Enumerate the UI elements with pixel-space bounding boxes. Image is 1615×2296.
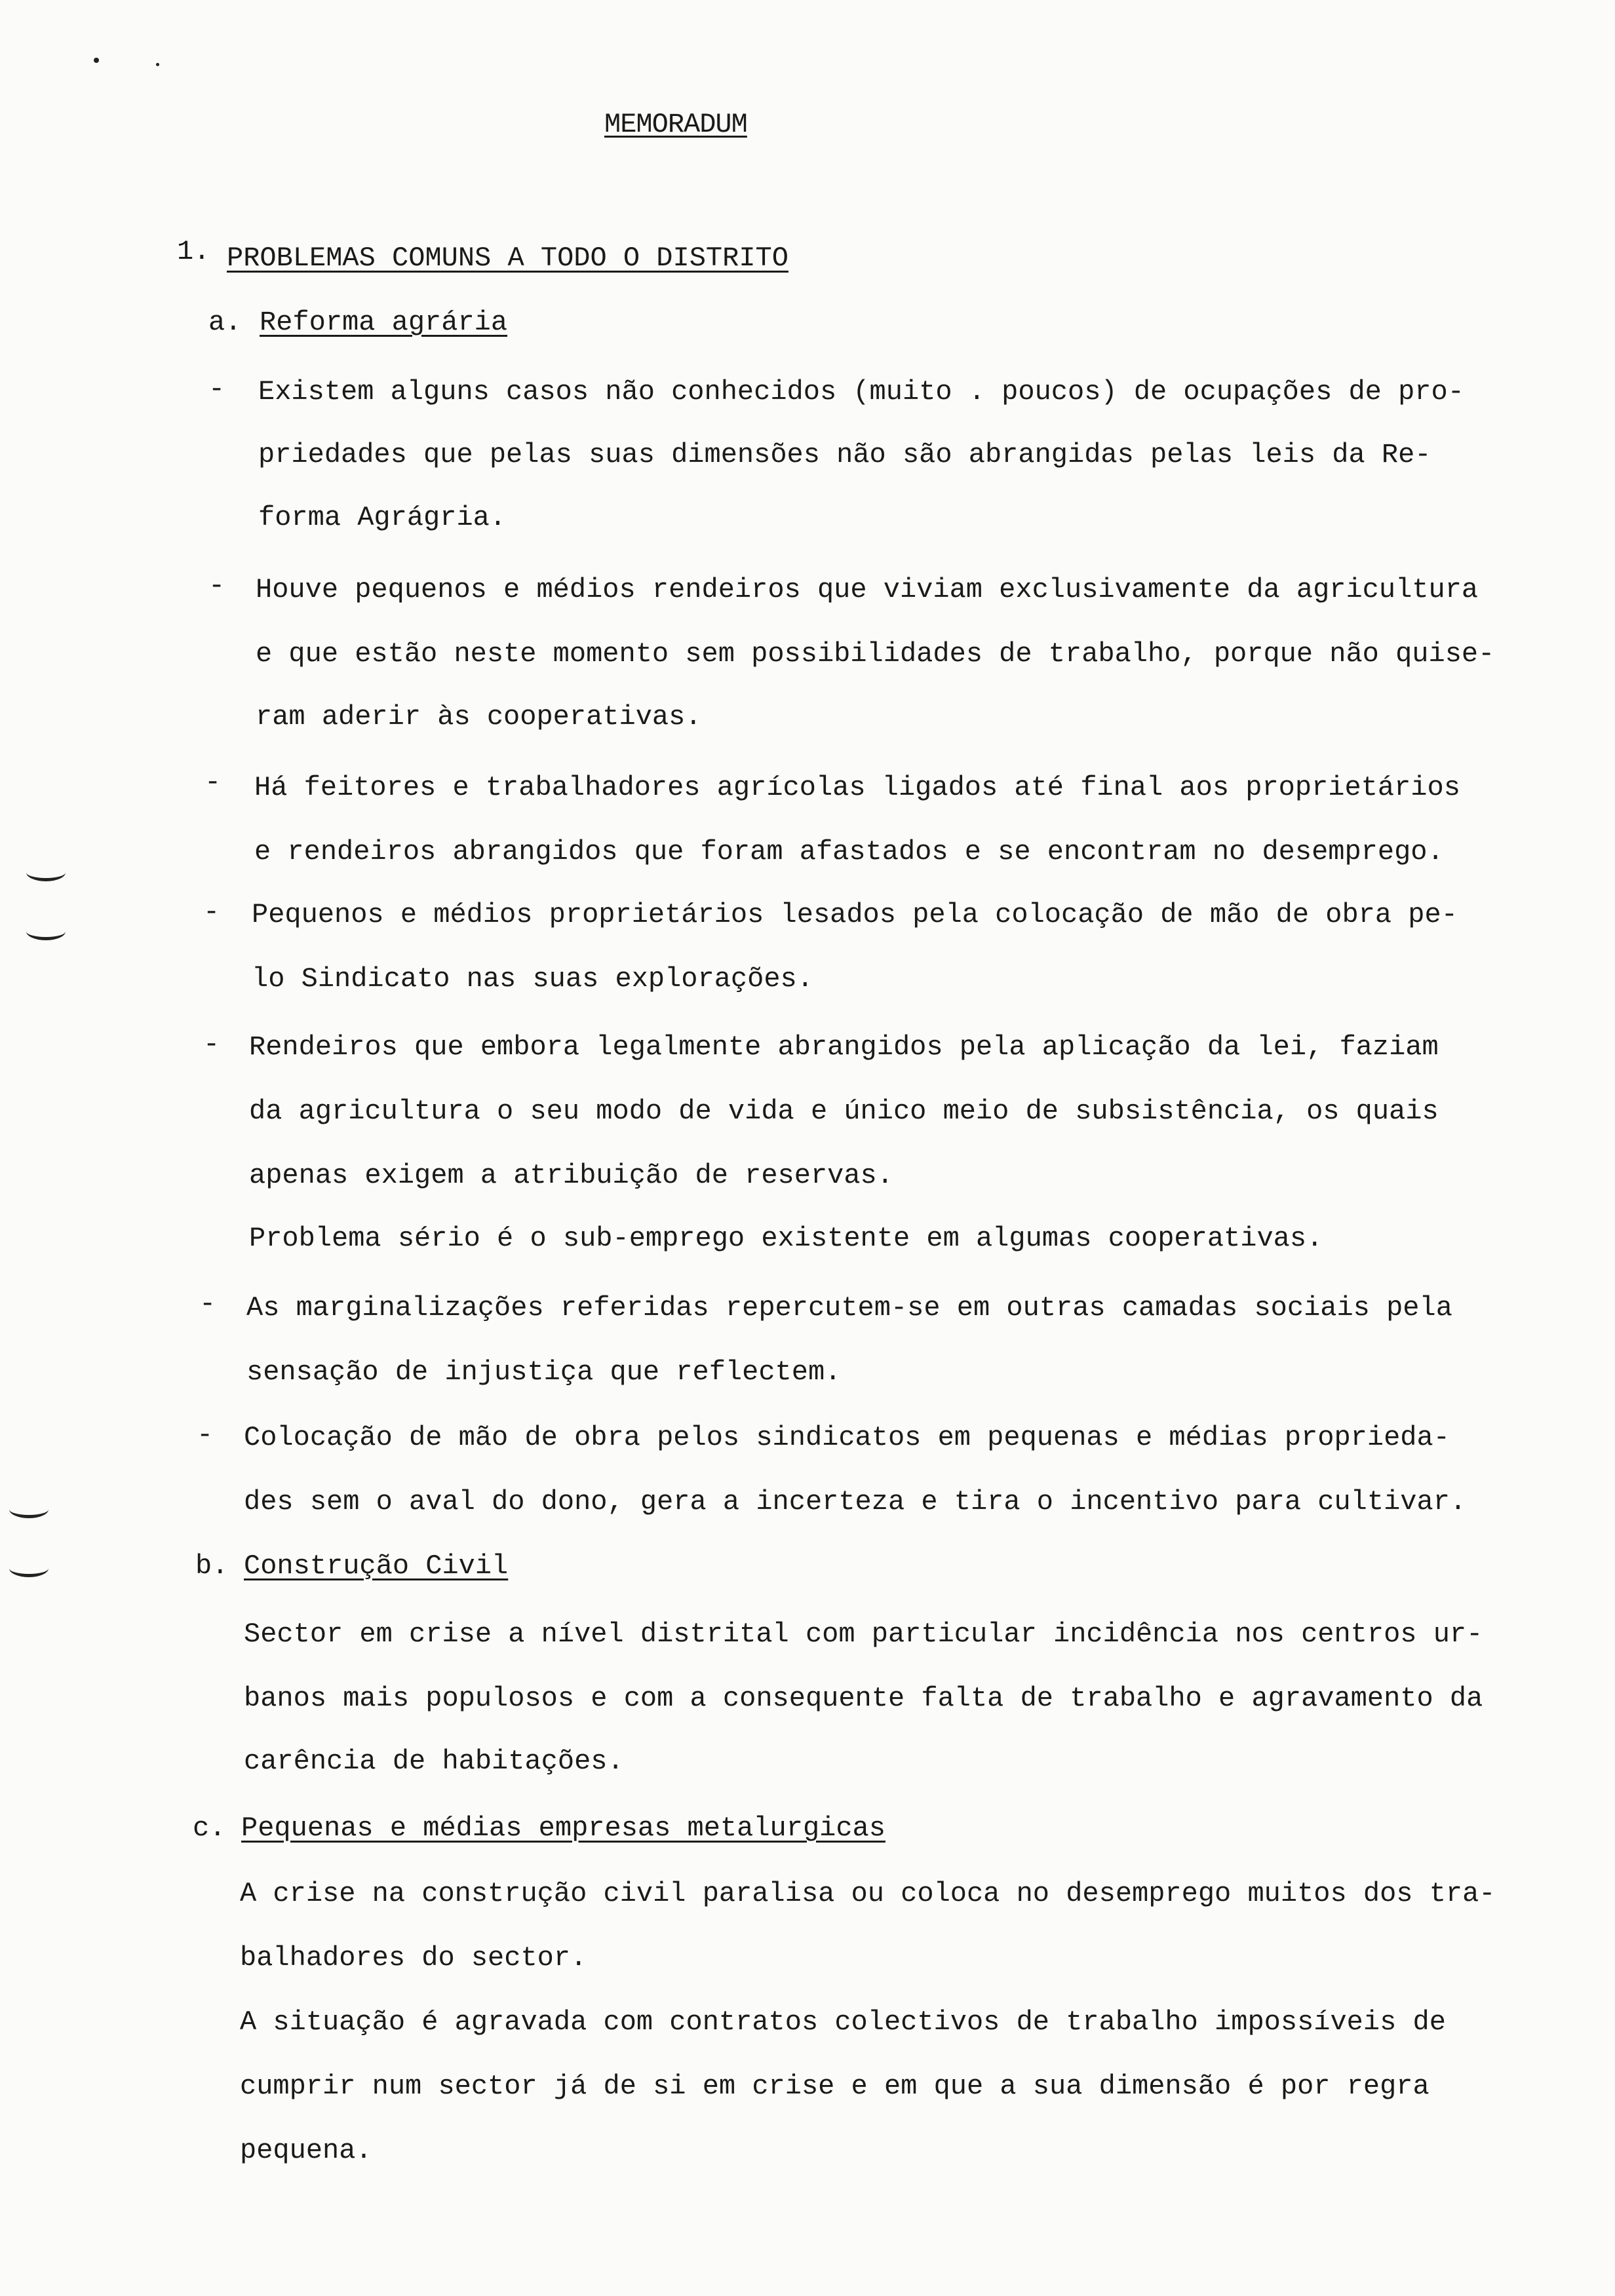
body-line: Problema sério é o sub-emprego existente em algumas cooperativas.	[249, 1223, 1323, 1254]
margin-mark	[26, 923, 66, 940]
body-line: carência de habitações.	[244, 1746, 624, 1777]
body-line: Sector em crise a nível distrital com particular incidência nos centros ur-	[244, 1618, 1483, 1650]
body-line: banos mais populosos e com a consequente falta de trabalho e agravamento da	[244, 1683, 1483, 1714]
subsection-letter-a: a.	[208, 307, 242, 338]
margin-mark	[9, 1559, 49, 1577]
body-line: As marginalizações referidas repercutem-se em outras camadas sociais pela	[246, 1292, 1452, 1324]
body-line: sensação de injustiça que reflectem.	[246, 1356, 842, 1388]
body-line: e rendeiros abrangidos que foram afastados e se encontram no desemprego.	[254, 836, 1444, 868]
bullet-dash: -	[204, 767, 222, 798]
subsection-letter-c: c.	[193, 1812, 226, 1844]
bullet-dash: -	[203, 896, 220, 928]
body-line: e que estão neste momento sem possibilidades de trabalho, porque não quise-	[256, 638, 1495, 670]
body-line: Há feitores e trabalhadores agrícolas ligados até final aos proprietários	[254, 772, 1460, 803]
bullet-dash: -	[208, 570, 225, 602]
bullet-dash: -	[197, 1419, 214, 1451]
bullet-dash: -	[203, 1029, 220, 1060]
body-line: da agricultura o seu modo de vida e único meio de subsistência, os quais	[249, 1096, 1439, 1127]
scan-speck	[156, 63, 159, 66]
body-line: ram aderir às cooperativas.	[256, 701, 702, 733]
subsection-heading-c: Pequenas e médias empresas metalurgicas	[241, 1812, 885, 1844]
body-line: Pequenos e médios proprietários lesados pela colocação de mão de obra pe-	[252, 899, 1458, 930]
subsection-heading-a: Reforma agrária	[260, 307, 508, 338]
body-line: apenas exigem a atribuição de reservas.	[249, 1160, 893, 1191]
body-line: priedades que pelas suas dimensões não são abrangidas pelas leis da Re-	[258, 439, 1431, 470]
body-line: forma Agrágria.	[258, 502, 507, 533]
subsection-heading-b: Construção Civil	[244, 1550, 509, 1582]
body-line: A situação é agravada com contratos colectivos de trabalho impossíveis de	[240, 2006, 1446, 2038]
margin-mark	[26, 864, 66, 881]
body-line: Rendeiros que embora legalmente abrangidos pela aplicação da lei, faziam	[249, 1031, 1439, 1063]
body-line: cumprir num sector já de si em crise e em que a sua dimensão é por regra	[240, 2071, 1430, 2102]
bullet-dash: -	[199, 1288, 216, 1320]
subsection-letter-b: b.	[195, 1550, 229, 1582]
document-title: MEMORADUM	[604, 109, 747, 140]
body-line: des sem o aval do dono, gera a incerteza e tira o incentivo para cultivar.	[244, 1486, 1467, 1518]
body-line: Houve pequenos e médios rendeiros que viviam exclusivamente da agricultura	[256, 574, 1479, 605]
scan-speck	[94, 58, 99, 63]
bullet-dash: -	[208, 373, 225, 405]
body-line: pequena.	[240, 2135, 372, 2166]
section-heading: PROBLEMAS COMUNS A TODO O DISTRITO	[227, 242, 788, 274]
body-line: A crise na construção civil paralisa ou coloca no desemprego muitos dos tra-	[240, 1878, 1496, 1909]
body-line: balhadores do sector.	[240, 1942, 587, 1974]
body-line: Existem alguns casos não conhecidos (muito . poucos) de ocupações de pro-	[258, 376, 1464, 408]
body-line: Colocação de mão de obra pelos sindicatos em pequenas e médias proprieda-	[244, 1422, 1450, 1453]
margin-mark	[9, 1501, 49, 1518]
body-line: lo Sindicato nas suas explorações.	[252, 963, 813, 995]
section-number: 1.	[177, 236, 210, 267]
